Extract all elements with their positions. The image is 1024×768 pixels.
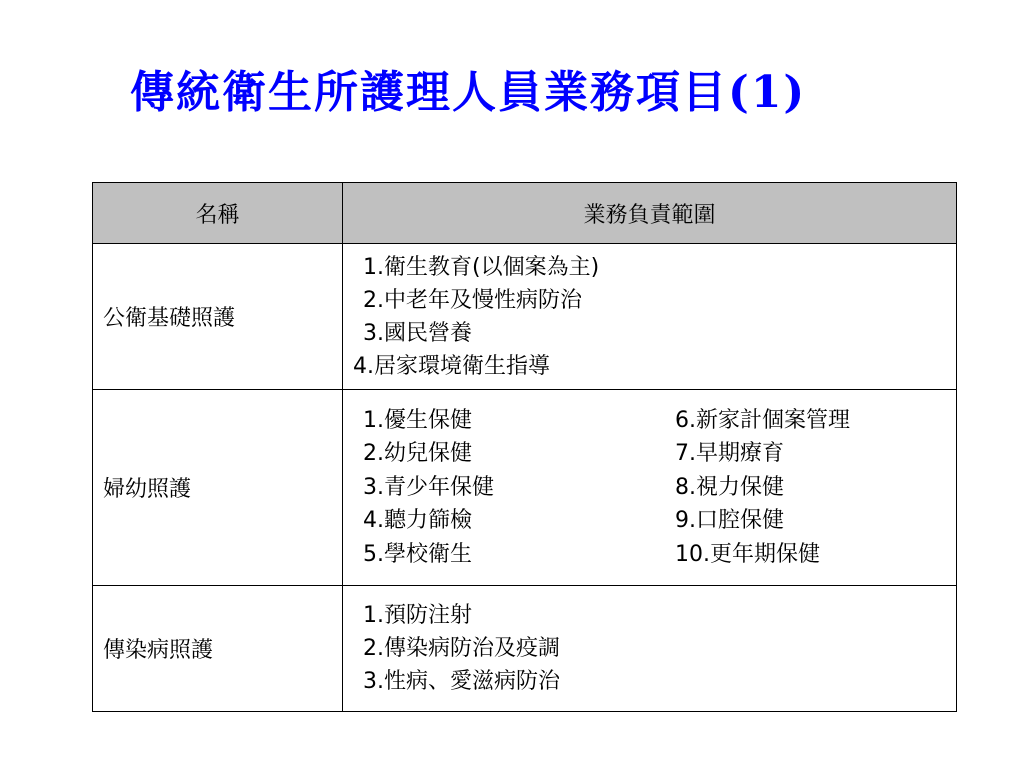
scope-item: 8.視力保健 — [675, 474, 784, 500]
scope-item: 2.傳染病防治及疫調 — [363, 636, 560, 661]
scope-item: 4.聽力篩檢 — [363, 508, 472, 534]
table-header-row — [93, 183, 957, 244]
table-row — [93, 586, 957, 712]
scope-list — [343, 251, 956, 383]
scope-item: 2.幼兒保健 — [363, 441, 472, 467]
row-scope-cell — [343, 244, 957, 390]
scope-item: 3.性病、愛滋病防治 — [363, 669, 560, 694]
scope-item: 1.衛生教育(以個案為主) — [363, 254, 600, 280]
scope-item: 2.中老年及慢性病防治 — [363, 287, 582, 313]
scope-item: 6.新家計個案管理 — [675, 407, 850, 433]
scope-two-column — [343, 404, 956, 572]
scope-list — [343, 599, 956, 698]
header-name: 名稱 — [93, 183, 343, 244]
scope-column-left — [363, 404, 675, 572]
row-scope-cell — [343, 586, 957, 712]
slide-title: 傳統衛生所護理人員業務項目(1) — [130, 67, 807, 118]
table-row — [93, 390, 957, 586]
row-name-cell: 婦幼照護 — [93, 390, 343, 586]
scope-item: 10.更年期保健 — [675, 541, 820, 567]
table-row — [93, 244, 957, 390]
scope-column-right — [675, 404, 955, 572]
scope-item: 4.居家環境衛生指導 — [353, 353, 550, 379]
header-scope: 業務負責範圍 — [343, 183, 957, 244]
scope-item: 1.優生保健 — [363, 407, 472, 433]
scope-item: 1.預防注射 — [363, 603, 472, 628]
row-scope-cell — [343, 390, 957, 586]
scope-item: 5.學校衛生 — [363, 541, 472, 567]
scope-item: 3.青少年保健 — [363, 474, 494, 500]
scope-item: 3.國民營養 — [363, 320, 472, 346]
duties-table — [92, 182, 957, 712]
row-name-cell: 公衛基礎照護 — [93, 244, 343, 390]
scope-item: 7.早期療育 — [675, 441, 784, 467]
row-name-cell: 傳染病照護 — [93, 586, 343, 712]
scope-item: 9.口腔保健 — [675, 508, 784, 534]
